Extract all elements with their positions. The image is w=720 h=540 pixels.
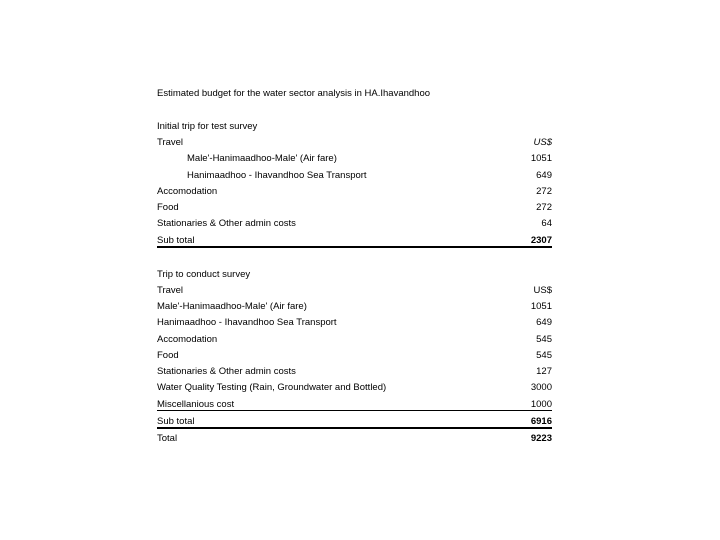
item-label: Male'-Hanimaadhoo-Male' (Air fare) [157, 301, 307, 312]
subtotal-label: Sub total [157, 416, 195, 427]
item-value: 1051 [530, 153, 552, 164]
table-row [157, 202, 552, 216]
table-row [157, 382, 552, 396]
item-value: 1051 [530, 301, 552, 312]
item-value: 1000 [530, 399, 552, 410]
item-label: Food [157, 202, 179, 213]
table-row [157, 186, 552, 200]
misc-divider [157, 410, 552, 411]
subtotal-value: 6916 [530, 416, 552, 427]
item-value: 649 [536, 170, 552, 181]
item-value: 272 [536, 186, 552, 197]
item-label: Water Quality Testing (Rain, Groundwater and Bottled) [157, 382, 387, 393]
item-value: 545 [536, 334, 552, 345]
budget-title: Estimated budget for the water sector analysis in HA.Ihavandhoo [157, 88, 431, 99]
total-row [157, 433, 552, 447]
table-row [157, 334, 552, 348]
item-label: Hanimaadhoo - Ihavandhoo Sea Transport [157, 317, 337, 328]
item-label: Food [157, 350, 179, 361]
currency-label: US$ [533, 285, 552, 296]
subtotal-divider [157, 246, 552, 248]
item-value: 3000 [530, 382, 552, 393]
item-label: Miscellanious cost [157, 399, 235, 410]
subtotal-divider [157, 427, 552, 429]
travel-row [157, 285, 552, 299]
travel-row [157, 137, 552, 151]
item-label: Stationaries & Other admin costs [157, 366, 296, 377]
total-value: 9223 [530, 433, 552, 444]
table-row [157, 153, 552, 167]
section-heading-label: Initial trip for test survey [157, 121, 258, 132]
section-heading [157, 121, 552, 135]
travel-label: Travel [157, 137, 184, 148]
section-heading [157, 269, 552, 283]
item-value: 545 [536, 350, 552, 361]
total-label: Total [157, 433, 178, 444]
item-label: Stationaries & Other admin costs [157, 218, 296, 229]
table-row [157, 170, 552, 184]
subtotal-label: Sub total [157, 235, 195, 246]
table-row [157, 218, 552, 232]
item-value: 649 [536, 317, 552, 328]
item-label: Accomodation [157, 334, 218, 345]
table-row [157, 317, 552, 331]
travel-label: Travel [157, 285, 184, 296]
table-row [157, 301, 552, 315]
section-heading-label: Trip to conduct survey [157, 269, 251, 280]
item-label: Hanimaadhoo - Ihavandhoo Sea Transport [187, 170, 367, 181]
item-value: 272 [536, 202, 552, 213]
table-row [157, 366, 552, 380]
item-value: 127 [536, 366, 552, 377]
table-row [157, 350, 552, 364]
item-label: Accomodation [157, 186, 218, 197]
currency-label: US$ [533, 137, 552, 148]
subtotal-value: 2307 [530, 235, 552, 246]
item-label: Male'-Hanimaadhoo-Male' (Air fare) [187, 153, 337, 164]
item-value: 64 [541, 218, 552, 229]
